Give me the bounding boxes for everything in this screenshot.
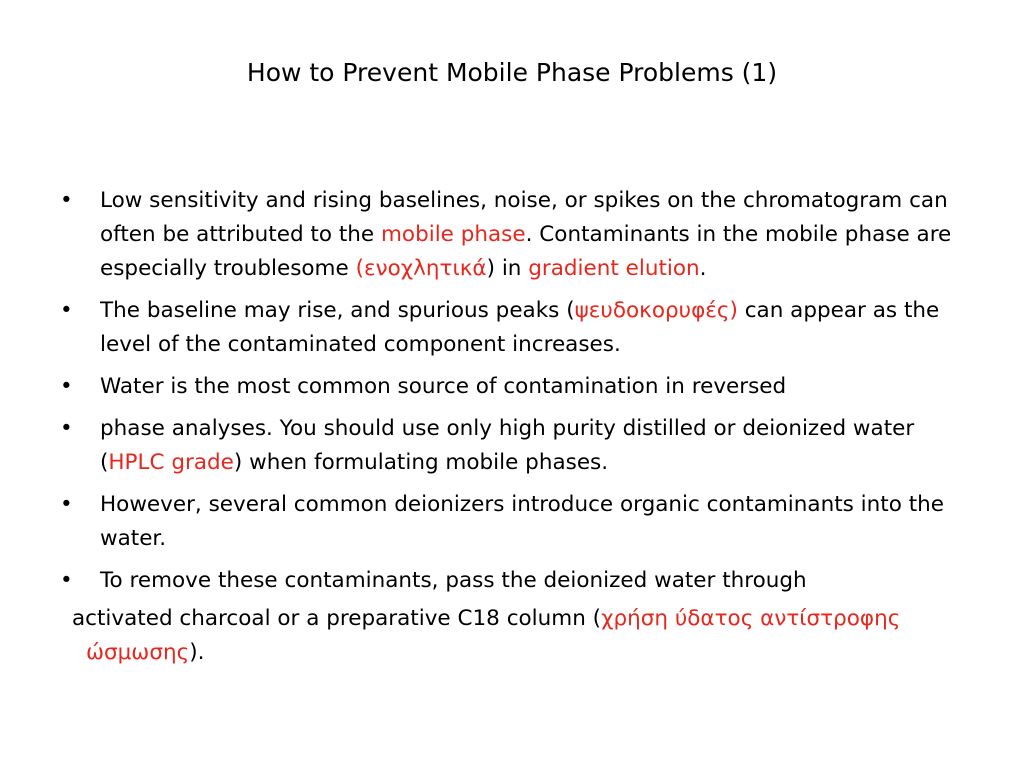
text: To remove these contaminants, pass the deionized water through bbox=[100, 568, 807, 593]
highlight-text: mobile phase bbox=[380, 222, 526, 247]
highlight-text: HPLC grade bbox=[108, 450, 234, 475]
text: ) when formulating mobile phases. bbox=[233, 450, 609, 475]
bullet-item-2 bbox=[60, 294, 980, 362]
text: ) in bbox=[486, 256, 529, 281]
bullet-item-5 bbox=[60, 488, 980, 556]
text: . Contaminants in the mobile phase are especially troublesome bbox=[100, 222, 952, 281]
text: . bbox=[699, 256, 707, 281]
text: The baseline may rise, and spurious peaks ( bbox=[100, 298, 575, 323]
highlight-text: (ενοχλητικά bbox=[355, 256, 487, 281]
slide-title: How to Prevent Mobile Phase Problems (1) bbox=[246, 58, 778, 87]
highlight-text: ψευδοκορυφές) bbox=[574, 298, 738, 323]
bullet-icon: • bbox=[60, 188, 73, 213]
text: can appear as the level of the contaminated component increases. bbox=[100, 298, 940, 357]
text: Low sensitivity and rising baselines, noise, or spikes on the chromatogram can often be attributed to the bbox=[100, 188, 948, 247]
bullet-icon: • bbox=[60, 298, 73, 323]
bullet-item-1 bbox=[60, 184, 980, 286]
text: activated charcoal or a preparative C18 column ( bbox=[72, 606, 602, 631]
bullet-item-6 bbox=[60, 564, 980, 598]
highlight-text: χρήση ύδατος αντίστροφης ώσμωσης bbox=[86, 606, 901, 665]
bullet-icon: • bbox=[60, 492, 73, 517]
bullet-icon: • bbox=[60, 416, 73, 441]
text: phase analyses. You should use only high purity distilled or deionized water ( bbox=[100, 416, 915, 475]
bullet-list bbox=[60, 184, 980, 678]
text: However, several common deionizers introduce organic contaminants into the water. bbox=[100, 492, 944, 551]
bullet-icon: • bbox=[60, 568, 73, 593]
text: ). bbox=[189, 640, 205, 665]
text: Water is the most common source of contamination in reversed bbox=[100, 374, 787, 399]
paragraph-item-7 bbox=[60, 602, 980, 670]
bullet-item-4 bbox=[60, 412, 980, 480]
bullet-item-3 bbox=[60, 370, 980, 404]
highlight-text: gradient elution bbox=[528, 256, 700, 281]
bullet-icon: • bbox=[60, 374, 73, 399]
